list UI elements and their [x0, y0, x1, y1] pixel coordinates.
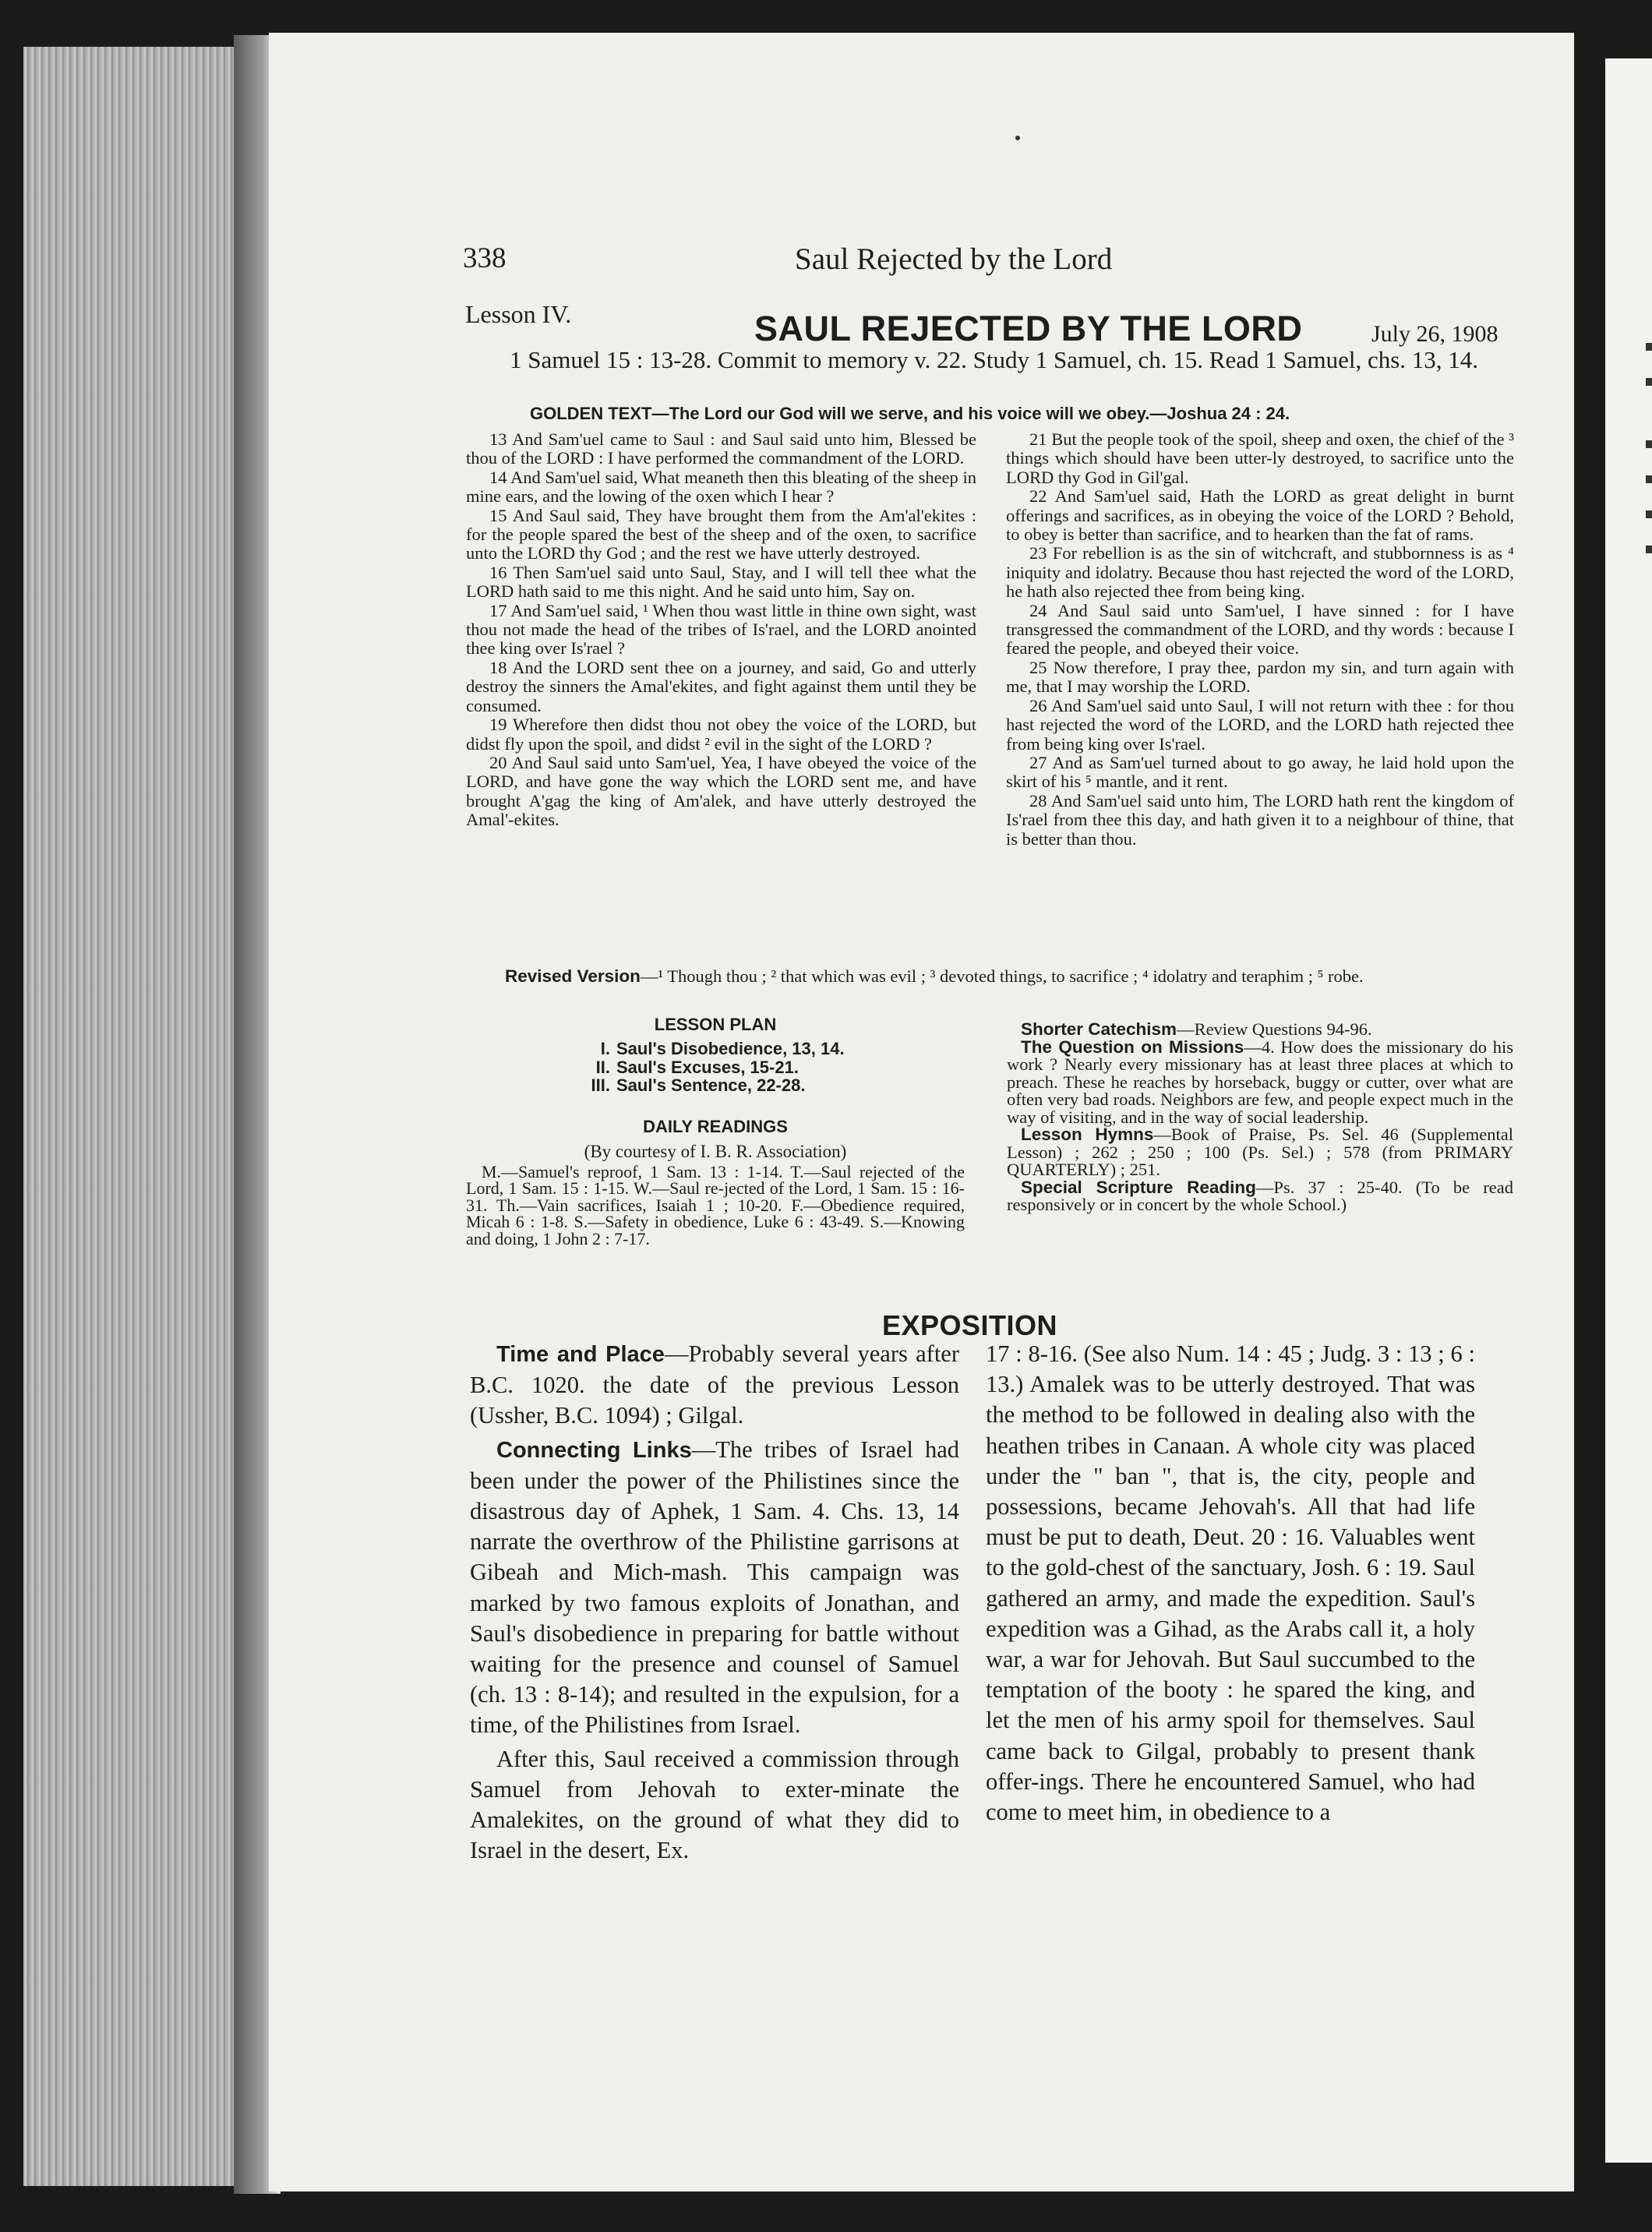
speck — [1015, 136, 1020, 140]
verse: 14 And Sam'uel said, What meaneth then this bleating of the sheep in mine ears, and the lowing of the oxen which I hear ? — [466, 467, 976, 507]
revised-version-text: —¹ Though thou ; ² that which was evil ; ³ devoted things, to sacrifice ; ⁴ idolatry and teraphim ; ⁵ robe. — [640, 966, 1364, 986]
plan-item-num: II. — [595, 1057, 610, 1077]
note-head: The Question on Missions — [1021, 1037, 1244, 1057]
connecting-links-text: —The tribes of Israel had been under the power of the Philistines since the disastrous day of Aphek, 1 Sam. 4. Chs. 13, 14 narrate the overthrow of the Philistine garrisons at Gibeah and Mich-mash. This campaign was marked by two famous exploits of Jonathan, and Saul's disobedience in preparing for battle without waiting for the presence and counsel of Samuel (ch. 13 : 8-14); and resulted in the expulsion, for a time, of the Philistines from Israel. — [470, 1436, 959, 1739]
exposition-paragraph: 17 : 8-16. (See also Num. 14 : 45 ; Judg. 3 : 13 ; 6 : 13.) Amalek was to be utterly destroyed. That was the method to be followed in dealing also with the heathen tribes in Canaan. A whole city was placed under the " ban ", that is, the city, people and possessions, became Jehovah's. All that had life must be put to death, Deut. 20 : 16. Valuables went to the gold-chest of the sanctuary, Josh. 6 : 19. Saul gathered an army, and made the expedition. Saul's expedition was a Gihad, as the Arabs call it, a holy war, a war for Jehovah. But Saul succumbed to the temptation of the booty : he spared the king, and let the men of his army spoil for themselves. Saul came back to Gilgal, probably to present thank offer-ings. There he encountered Samuel, who had come to meet him, in obedience to a — [986, 1340, 1475, 1826]
lesson-title: SAUL REJECTED BY THE LORD — [754, 309, 1303, 348]
revised-version-note — [466, 966, 1513, 986]
exposition-right-column — [986, 1339, 1475, 1828]
daily-readings-sub: (By courtesy of I. B. R. Association) — [584, 1141, 847, 1161]
time-place-head: Time and Place — [496, 1342, 665, 1367]
facing-page-text-mark — [1646, 475, 1652, 483]
plan-item — [466, 1058, 965, 1077]
verse: 13 And Sam'uel came to Saul : and Saul said unto him, Blessed be thou of the LORD : I have performed the commandment of the LORD. — [466, 429, 976, 468]
facing-page-text-mark — [1646, 378, 1652, 386]
lesson-date: July 26, 1908 — [1371, 321, 1498, 347]
exposition-paragraph — [470, 1435, 959, 1741]
verse: 21 But the people took of the spoil, sheep and oxen, the chief of the ³ things which should have been utter-ly destroyed, to sacrifice unto the LORD thy God in Gil'gal. — [1006, 429, 1514, 487]
facing-page-edge — [1605, 58, 1652, 2163]
lesson-label: Lesson IV. — [465, 300, 572, 328]
plan-item — [466, 1040, 965, 1058]
note — [1007, 1039, 1513, 1127]
exposition-paragraph: After this, Saul received a commission through Samuel from Jehovah to exter-minate the Amalekites, on the ground of what they did to Israel in the desert, Ex. — [470, 1745, 959, 1864]
verses-left-column — [466, 430, 976, 830]
note-head: Special Scripture Reading — [1021, 1177, 1256, 1197]
note-head: Lesson Hymns — [1021, 1125, 1154, 1144]
verse: 18 And the LORD sent thee on a journey, and said, Go and utterly destroy the sinners the Amal'ekites, and fight against them until they be consumed. — [466, 657, 976, 715]
note-text: —Book of Praise, Ps. Sel. 46 (Supplemental Lesson) ; 262 ; 250 ; 100 (Ps. Sel.) ; 578 (from PRIMARY QUARTERLY) ; 251. — [1007, 1125, 1513, 1179]
daily-readings-head: DAILY READINGS — [643, 1116, 788, 1136]
plan-item-text: Saul's Excuses, 15-21. — [616, 1057, 799, 1077]
right-notes — [1007, 1021, 1513, 1214]
running-title: Saul Rejected by the Lord — [795, 242, 1113, 276]
lesson-plan-and-readings — [466, 1015, 965, 1247]
golden-text: GOLDEN TEXT—The Lord our God will we serve, and his voice will we obey.—Joshua 24 : 24. — [530, 404, 1290, 423]
verse: 17 And Sam'uel said, ¹ When thou wast little in thine own sight, wast thou not made the head of the tribes of Is'rael, and the LORD anointed thee king over Is'rael ? — [466, 600, 976, 659]
note — [1007, 1126, 1513, 1179]
verse: 24 And Saul said unto Sam'uel, I have sinned : for I have transgressed the commandment of the LORD, and thy words : because I feared the people, and obeyed their voice. — [1006, 600, 1514, 659]
daily-readings-text: M.—Samuel's reproof, 1 Sam. 13 : 1-14. T.—Saul rejected of the Lord, 1 Sam. 15 : 1-15. W.—Saul re-jected of the Lord, 1 Sam. 15 : 16-31. Th.—Vain sacrifices, Isaiah 1 ; 10-20. F.—Obedience required, Micah 6 : 1-8. S.—Safety in obedience, Luke 6 : 43-49. S.—Knowing and doing, 1 John 2 : 7-17. — [466, 1161, 965, 1248]
exposition-left-column — [470, 1339, 959, 1866]
verse: 26 And Sam'uel said unto Saul, I will not return with thee : for thou hast rejected the word of the LORD, and the LORD hath rejected thee from being king over Is'rael. — [1006, 695, 1514, 754]
verse: 23 For rebellion is as the sin of witchcraft, and stubbornness is as ⁴ iniquity and idolatry. Because thou hast rejected the word of the LORD, he hath also rejected thee from being king. — [1006, 543, 1514, 602]
lesson-plan-list — [466, 1040, 965, 1095]
lesson-plan-head: LESSON PLAN — [654, 1015, 777, 1034]
plan-item-text: Saul's Sentence, 22-28. — [616, 1075, 806, 1095]
note-head: Shorter Catechism — [1021, 1019, 1177, 1039]
revised-version-head: Revised Version — [505, 966, 641, 986]
facing-page-text-mark — [1646, 343, 1652, 351]
note-text: —4. How does the missionary do his work ? Nearly every missionary has at least three places at which to preach. These he reaches by horseback, buggy or cutter, over what are often very bad roads. Neighbors are few, and people expect much in the way of visiting, and in the way of social leadership. — [1007, 1037, 1513, 1127]
verse: 15 And Saul said, They have brought them from the Am'al'ekites : for the people spared the best of the sheep and of the oxen, to sacrifice unto the LORD thy God ; and the rest we have utterly destroyed. — [466, 505, 976, 563]
facing-page-text-mark — [1646, 510, 1652, 518]
plan-item — [466, 1076, 965, 1095]
verse: 19 Wherefore then didst thou not obey the voice of the LORD, but didst fly upon the spoil, and didst ² evil in the sight of the LORD ? — [466, 715, 976, 754]
page-number: 338 — [463, 242, 507, 274]
verse: 22 And Sam'uel said, Hath the LORD as great delight in burnt offerings and sacrifices, as in obeying the voice of the LORD ? Behold, to obey is better than sacrifice, and to hearken than the fat of rams. — [1006, 486, 1514, 545]
facing-page-text-mark — [1646, 546, 1652, 553]
exposition-head: EXPOSITION — [882, 1309, 1058, 1341]
note — [1007, 1179, 1513, 1214]
plan-item-num: I. — [600, 1039, 610, 1058]
note-text: —Ps. 37 : 25-40. (To be read responsively or in concert by the whole School.) — [1007, 1177, 1513, 1214]
note-text: —Review Questions 94-96. — [1177, 1019, 1372, 1039]
verse: 28 And Sam'uel said unto him, The LORD hath rent the kingdom of Is'rael from thee this day, and hath given it to a neighbour of thine, that is better than thou. — [1006, 790, 1514, 849]
time-place-text: —Probably several years after B.C. 1020. the date of the previous Lesson (Ussher, B.C. 1094) ; Gilgal. — [470, 1340, 959, 1429]
verse: 25 Now therefore, I pray thee, pardon my sin, and turn again with me, that I may worship the LORD. — [1006, 657, 1514, 697]
connecting-links-head: Connecting Links — [496, 1437, 692, 1463]
facing-page-text-mark — [1646, 440, 1652, 448]
plan-item-text: Saul's Disobedience, 13, 14. — [616, 1039, 845, 1058]
verse: 20 And Saul said unto Sam'uel, Yea, I have obeyed the voice of the LORD, and have gone the way which the LORD sent me, and have brought A'gag the king of Am'alek, and have utterly destroyed the Amal'-ekites. — [466, 752, 976, 830]
plan-item-num: III. — [591, 1075, 610, 1095]
verse: 27 And as Sam'uel turned about to go away, he laid hold upon the skirt of his ⁵ mantle, and it rent. — [1006, 752, 1514, 792]
exposition-paragraph — [470, 1339, 959, 1432]
verse: 16 Then Sam'uel said unto Saul, Stay, and I will tell thee what the LORD hath said to me this night. And he said unto him, Say on. — [466, 562, 976, 602]
verses-right-column — [1006, 430, 1514, 849]
scripture-reference: 1 Samuel 15 : 13-28. Commit to memory v. 22. Study 1 Samuel, ch. 15. Read 1 Samuel, chs. 13, 14. — [509, 346, 1479, 373]
note — [1007, 1021, 1513, 1039]
